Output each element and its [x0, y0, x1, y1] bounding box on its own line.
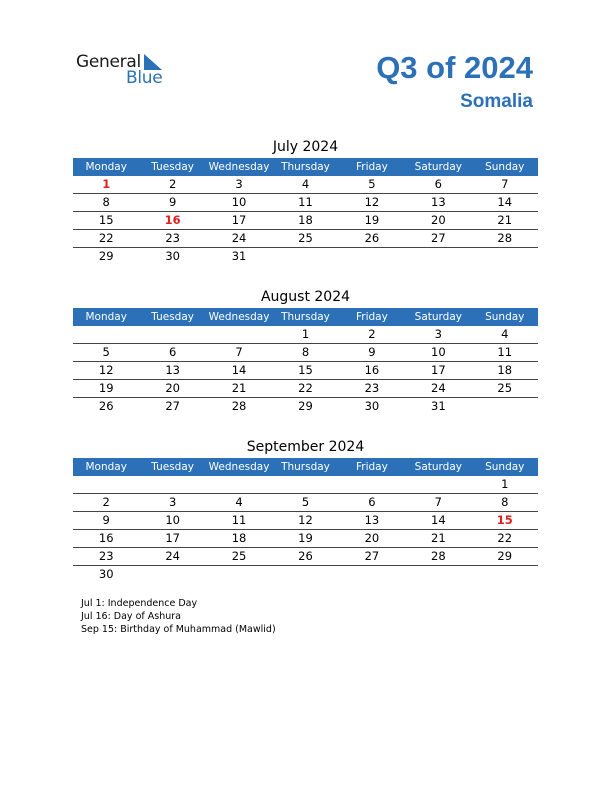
weekday-label: Thursday [281, 311, 330, 323]
day-cell: 14 [231, 363, 247, 377]
day-cell: 25 [497, 381, 513, 395]
day-cell: 30 [364, 399, 380, 413]
day-cell: 22 [98, 231, 114, 245]
day-cell: 13 [431, 195, 446, 209]
day-cell: 12 [298, 513, 313, 527]
day-cell [405, 248, 471, 265]
weekday-label: Saturday [414, 161, 462, 173]
day-cell: 5 [301, 495, 310, 509]
day-cell: 7 [501, 177, 509, 191]
day-cell: 4 [501, 327, 509, 341]
day-cell [472, 398, 538, 415]
week-row [73, 512, 538, 530]
week-row [73, 344, 538, 362]
day-cell: 20 [364, 531, 380, 545]
day-cell: 28 [431, 549, 446, 563]
day-cell: 29 [497, 549, 513, 563]
day-cell [73, 476, 139, 493]
weekday-label: Friday [355, 311, 388, 323]
day-cell: 11 [497, 345, 513, 359]
day-cell: 28 [497, 231, 513, 245]
day-cell [405, 566, 471, 583]
weekday-label: Sunday [485, 311, 525, 323]
day-cell: 26 [98, 399, 114, 413]
day-cell [139, 566, 205, 583]
weekday-header [73, 158, 538, 176]
day-cell: 15 [98, 213, 114, 227]
day-cell: 16 [98, 531, 114, 545]
week-row [73, 398, 538, 415]
day-cell: 1 [301, 327, 310, 341]
day-cell [472, 566, 538, 583]
day-cell: 7 [434, 495, 442, 509]
week-row [73, 212, 538, 230]
day-cell: 2 [102, 495, 110, 509]
day-cell [206, 476, 272, 493]
week-row [73, 476, 538, 494]
day-cell: 18 [497, 363, 513, 377]
day-cell: 12 [364, 195, 380, 209]
day-cell [139, 326, 205, 343]
day-cell: 21 [497, 213, 513, 227]
day-cell [206, 326, 272, 343]
day-cell: 26 [298, 549, 313, 563]
day-cell: 3 [168, 495, 177, 509]
day-cell: 3 [434, 327, 442, 341]
day-cell [272, 248, 338, 265]
logo-text-blue: Blue [126, 68, 163, 88]
weekday-label: Thursday [281, 161, 330, 173]
day-cell: 8 [301, 345, 310, 359]
week-row [73, 530, 538, 548]
month-calendar-september [73, 436, 538, 583]
day-cell: 17 [431, 363, 446, 377]
day-cell: 9 [368, 345, 376, 359]
day-cell: 24 [231, 231, 247, 245]
day-cell [272, 566, 338, 583]
day-cell: 23 [98, 549, 114, 563]
day-cell: 7 [235, 345, 243, 359]
weekday-label: Monday [85, 161, 127, 173]
page-title: Q3 of 2024 [376, 50, 533, 85]
day-cell: 16 [164, 213, 181, 227]
day-cell: 2 [168, 177, 177, 191]
day-cell: 21 [431, 531, 446, 545]
day-cell: 25 [298, 231, 313, 245]
holiday-note: Sep 15: Birthday of Muhammad (Mawlid) [81, 624, 276, 635]
week-row [73, 230, 538, 248]
weekday-label: Thursday [281, 461, 330, 473]
week-row [73, 176, 538, 194]
day-cell: 13 [364, 513, 380, 527]
day-cell: 5 [102, 345, 110, 359]
day-cell: 10 [165, 513, 180, 527]
day-cell: 31 [431, 399, 446, 413]
day-cell: 11 [231, 513, 247, 527]
weekday-label: Wednesday [208, 161, 270, 173]
day-cell: 9 [102, 513, 110, 527]
week-row [73, 326, 538, 344]
day-cell: 9 [168, 195, 177, 209]
day-cell: 19 [98, 381, 114, 395]
week-row [73, 194, 538, 212]
day-cell: 18 [231, 531, 247, 545]
weekday-label: Wednesday [208, 311, 270, 323]
day-cell: 20 [165, 381, 180, 395]
day-cell: 6 [368, 495, 376, 509]
week-row [73, 566, 538, 583]
day-cell: 31 [231, 249, 247, 263]
day-cell: 24 [431, 381, 446, 395]
weekday-label: Sunday [485, 161, 525, 173]
day-cell: 14 [431, 513, 446, 527]
day-cell: 25 [231, 549, 247, 563]
day-cell: 23 [364, 381, 380, 395]
day-cell: 22 [497, 531, 513, 545]
day-cell: 20 [431, 213, 446, 227]
holiday-note: Jul 1: Independence Day [81, 598, 198, 609]
day-cell: 17 [231, 213, 247, 227]
day-cell: 24 [165, 549, 180, 563]
weekday-label: Wednesday [208, 461, 270, 473]
day-cell [139, 476, 205, 493]
day-cell [339, 566, 405, 583]
day-cell: 2 [368, 327, 376, 341]
day-cell: 23 [165, 231, 180, 245]
weekday-label: Sunday [485, 461, 525, 473]
day-cell [339, 248, 405, 265]
day-cell: 1 [501, 477, 509, 491]
day-cell: 30 [165, 249, 180, 263]
weekday-label: Friday [355, 461, 388, 473]
day-cell: 27 [364, 549, 380, 563]
holiday-note: Jul 16: Day of Ashura [81, 611, 181, 622]
day-cell: 13 [165, 363, 180, 377]
day-cell: 4 [235, 495, 243, 509]
weekday-label: Tuesday [151, 161, 194, 173]
weekday-label: Monday [85, 461, 127, 473]
week-row [73, 548, 538, 566]
month-title: August 2024 [260, 289, 351, 305]
day-cell: 10 [431, 345, 446, 359]
day-cell: 5 [368, 177, 376, 191]
day-cell: 10 [231, 195, 247, 209]
week-row [73, 362, 538, 380]
country-subtitle: Somalia [460, 91, 533, 112]
week-row [73, 248, 538, 265]
day-cell [405, 476, 471, 493]
weekday-label: Tuesday [151, 461, 194, 473]
day-cell: 15 [496, 513, 513, 527]
weekday-header [73, 458, 538, 476]
day-cell: 22 [298, 381, 313, 395]
day-cell: 4 [301, 177, 310, 191]
day-cell: 8 [102, 195, 110, 209]
month-title: July 2024 [272, 139, 339, 155]
day-cell: 18 [298, 213, 313, 227]
weekday-label: Monday [85, 311, 127, 323]
day-cell: 15 [298, 363, 313, 377]
day-cell: 26 [364, 231, 380, 245]
day-cell: 16 [364, 363, 380, 377]
logo-text-general: General [76, 52, 141, 72]
day-cell: 6 [168, 345, 177, 359]
day-cell: 27 [431, 231, 446, 245]
month-calendar-july [73, 136, 538, 265]
weekday-label: Tuesday [151, 311, 194, 323]
day-cell: 27 [165, 399, 180, 413]
day-cell [206, 566, 272, 583]
weekday-label: Saturday [414, 311, 462, 323]
logo [76, 52, 176, 88]
day-cell: 6 [434, 177, 442, 191]
day-cell: 28 [231, 399, 247, 413]
day-cell [339, 476, 405, 493]
day-cell: 30 [98, 567, 114, 581]
day-cell: 21 [231, 381, 247, 395]
day-cell: 8 [501, 495, 509, 509]
day-cell: 12 [98, 363, 114, 377]
week-row [73, 494, 538, 512]
holiday-notes [81, 597, 276, 636]
weekday-label: Saturday [414, 461, 462, 473]
day-cell: 3 [235, 177, 243, 191]
day-cell: 17 [165, 531, 180, 545]
day-cell: 14 [497, 195, 513, 209]
day-cell: 19 [364, 213, 380, 227]
day-cell: 19 [298, 531, 313, 545]
month-calendar-august [73, 286, 538, 415]
month-title: September 2024 [246, 439, 365, 455]
day-cell: 11 [298, 195, 313, 209]
day-cell: 1 [102, 177, 111, 191]
day-cell: 29 [98, 249, 114, 263]
day-cell [272, 476, 338, 493]
day-cell [472, 248, 538, 265]
day-cell [73, 326, 139, 343]
weekday-label: Friday [355, 161, 388, 173]
day-cell: 29 [298, 399, 313, 413]
week-row [73, 380, 538, 398]
weekday-header [73, 308, 538, 326]
